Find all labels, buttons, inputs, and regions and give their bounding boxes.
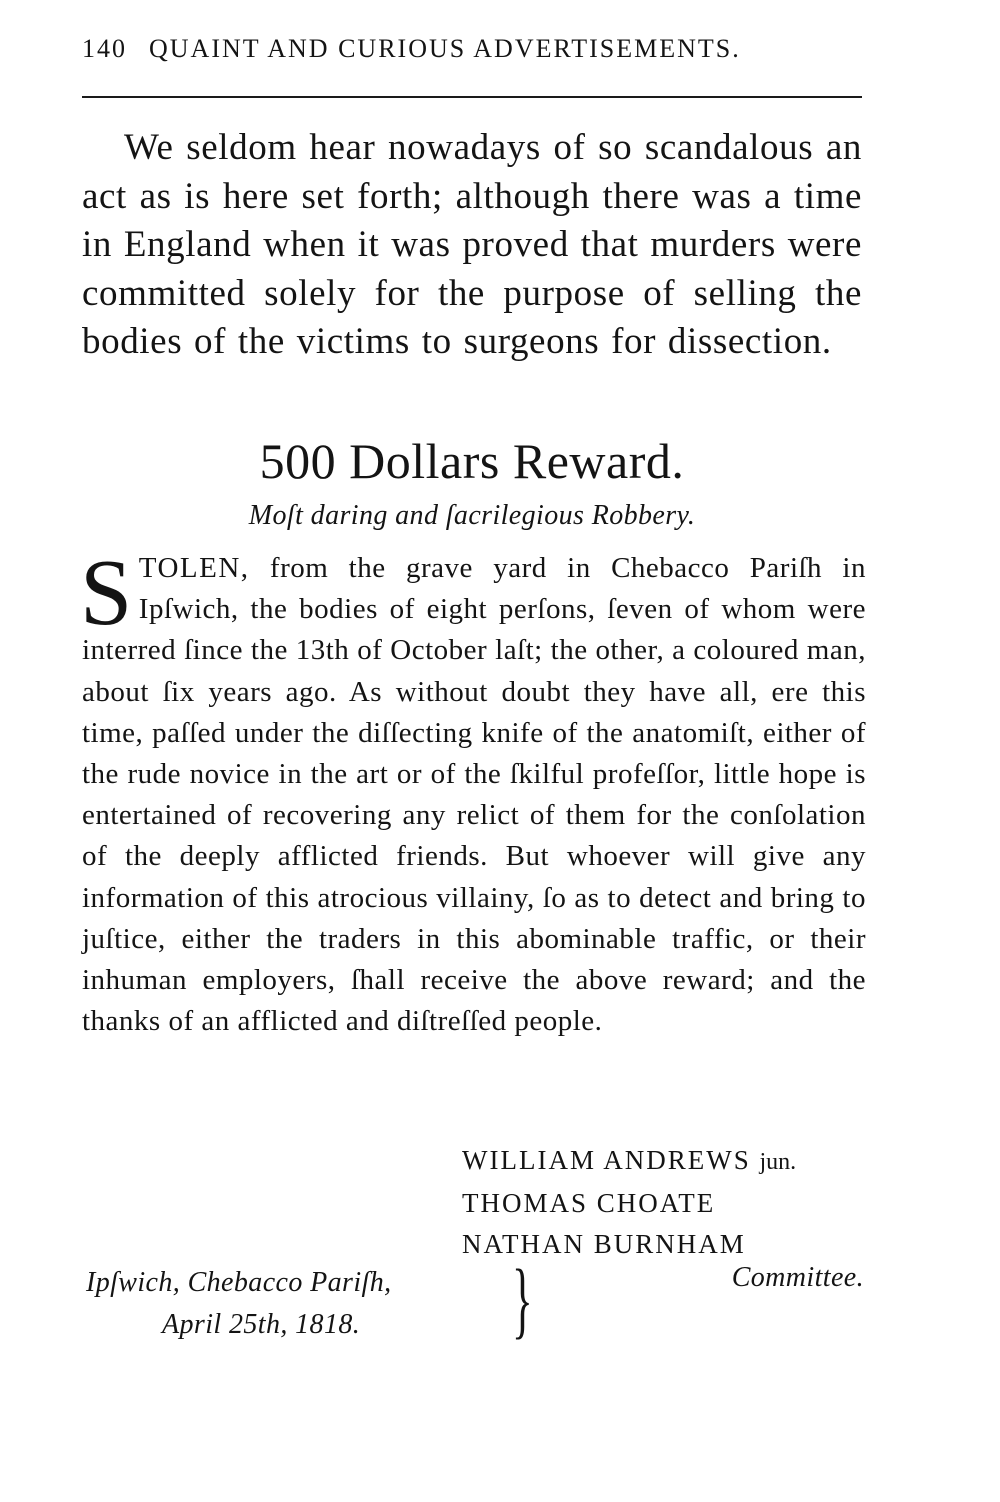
advertisement-body [80,541,866,1042]
lead-word: TOLEN, [138,552,250,584]
running-title: QUAINT AND CURIOUS ADVERTISEMENTS. [149,34,741,63]
date-line: April 25th, 1818. [162,1309,361,1340]
advertisement-title: 500 Dollars Reward. [259,433,685,489]
place-line: Ipſwich, Chebacco Pariſh, [86,1267,392,1298]
intro-paragraph [82,124,862,367]
place-and-date [86,1262,392,1346]
signer [462,1140,796,1183]
signer-suffix: jun. [759,1149,797,1175]
drop-cap: S [80,541,133,645]
advertisement-text: from the grave yard in Chebacco Pariſh in Ipſwich, the bodies of eight perſons, ſeven of whom were interred ſince the 13th of October laſt; the other, a coloured man, about ſix years ago. As without doubt they have all, ere this time, paſſed under the diſſecting knife of the anatomiſt, either of the rude novice in the art or of the ſkilful profeſſor, little hope is entertained of recovering any relict of them for the conſolation of the deeply afflicted friends. But whoever will give any information of this atrocious villainy, ſo as to detect and bring to juſtice, either the traders in this abominable traffic, or their inhuman employers, ſhall receive the above reward; and the thanks of an afflicted and diſtreſſed people. [82,552,866,1038]
committee-label: Committee. [731,1262,864,1293]
running-header [82,34,872,64]
signer [462,1183,796,1224]
page-number: 140 [82,34,127,63]
signer-name: THOMAS CHOATE [462,1188,716,1218]
signer-name: NATHAN BURNHAM [462,1229,746,1259]
signer-name: WILLIAM ANDREWS [462,1145,751,1175]
advertisement-subtitle: Moſt daring and ſacrilegious Robbery. [248,500,696,531]
intro-text: We seldom hear nowadays of so scandalous an act as is here set forth; although there was a time in England when it was proved that murders were committed solely for the purpose of selling the bodies of the victims to surgeons for dissection. [82,127,862,362]
signers-list [462,1140,796,1265]
brace-mark: } [512,1251,533,1347]
header-rule [82,96,862,98]
